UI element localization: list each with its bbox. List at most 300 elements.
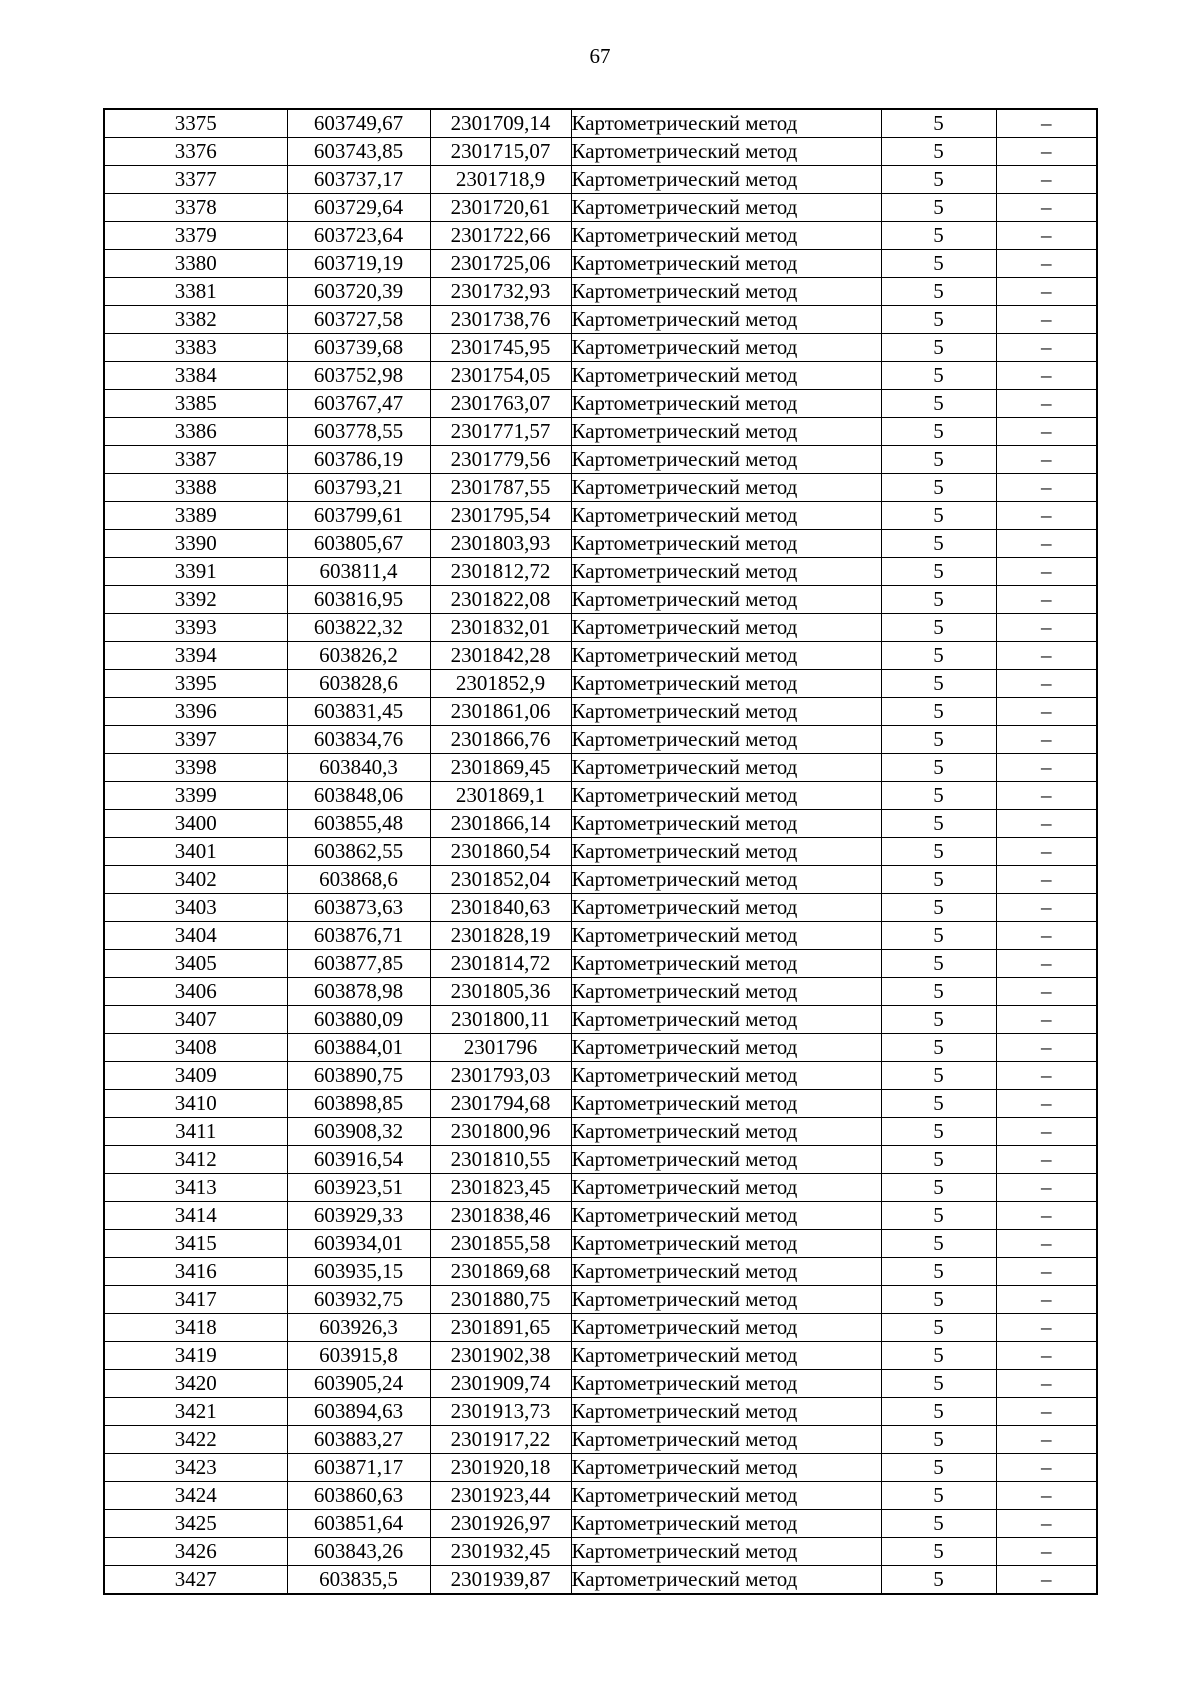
point-number-cell: 3396 [104,698,287,726]
accuracy-cell: 5 [881,109,996,138]
table-row [104,1566,1097,1595]
point-number-cell: 3407 [104,1006,287,1034]
method-cell: Картометрический метод [571,642,881,670]
x-coordinate-cell: 603793,21 [287,474,430,502]
y-coordinate-cell: 2301932,45 [430,1538,571,1566]
note-cell: – [996,838,1097,866]
note-cell: – [996,782,1097,810]
y-coordinate-cell: 2301771,57 [430,418,571,446]
method-cell: Картометрический метод [571,1398,881,1426]
x-coordinate-cell: 603720,39 [287,278,430,306]
x-coordinate-cell: 603905,24 [287,1370,430,1398]
table-row [104,1538,1097,1566]
point-number-cell: 3388 [104,474,287,502]
note-cell: – [996,1258,1097,1286]
note-cell: – [996,474,1097,502]
note-cell: – [996,614,1097,642]
x-coordinate-cell: 603877,85 [287,950,430,978]
x-coordinate-cell: 603932,75 [287,1286,430,1314]
point-number-cell: 3427 [104,1566,287,1595]
method-cell: Картометрический метод [571,362,881,390]
x-coordinate-cell: 603811,4 [287,558,430,586]
accuracy-cell: 5 [881,922,996,950]
x-coordinate-cell: 603855,48 [287,810,430,838]
note-cell: – [996,642,1097,670]
point-number-cell: 3380 [104,250,287,278]
x-coordinate-cell: 603871,17 [287,1454,430,1482]
accuracy-cell: 5 [881,1398,996,1426]
x-coordinate-cell: 603743,85 [287,138,430,166]
x-coordinate-cell: 603786,19 [287,446,430,474]
x-coordinate-cell: 603822,32 [287,614,430,642]
note-cell: – [996,670,1097,698]
y-coordinate-cell: 2301800,11 [430,1006,571,1034]
y-coordinate-cell: 2301718,9 [430,166,571,194]
method-cell: Картометрический метод [571,1146,881,1174]
note-cell: – [996,1230,1097,1258]
x-coordinate-cell: 603884,01 [287,1034,430,1062]
method-cell: Картометрический метод [571,866,881,894]
table-row [104,1454,1097,1482]
table-row [104,614,1097,642]
point-number-cell: 3420 [104,1370,287,1398]
accuracy-cell: 5 [881,138,996,166]
table-row [104,194,1097,222]
x-coordinate-cell: 603908,32 [287,1118,430,1146]
y-coordinate-cell: 2301810,55 [430,1146,571,1174]
x-coordinate-cell: 603868,6 [287,866,430,894]
note-cell: – [996,586,1097,614]
method-cell: Картометрический метод [571,950,881,978]
method-cell: Картометрический метод [571,166,881,194]
accuracy-cell: 5 [881,698,996,726]
method-cell: Картометрический метод [571,754,881,782]
method-cell: Картометрический метод [571,1454,881,1482]
point-number-cell: 3424 [104,1482,287,1510]
point-number-cell: 3391 [104,558,287,586]
accuracy-cell: 5 [881,1370,996,1398]
accuracy-cell: 5 [881,362,996,390]
note-cell: – [996,1090,1097,1118]
accuracy-cell: 5 [881,250,996,278]
point-number-cell: 3397 [104,726,287,754]
accuracy-cell: 5 [881,1034,996,1062]
point-number-cell: 3412 [104,1146,287,1174]
method-cell: Картометрический метод [571,1370,881,1398]
method-cell: Картометрический метод [571,922,881,950]
method-cell: Картометрический метод [571,614,881,642]
accuracy-cell: 5 [881,1538,996,1566]
y-coordinate-cell: 2301738,76 [430,306,571,334]
point-number-cell: 3419 [104,1342,287,1370]
x-coordinate-cell: 603915,8 [287,1342,430,1370]
table-row [104,1006,1097,1034]
accuracy-cell: 5 [881,894,996,922]
note-cell: – [996,390,1097,418]
point-number-cell: 3377 [104,166,287,194]
x-coordinate-cell: 603840,3 [287,754,430,782]
note-cell: – [996,530,1097,558]
x-coordinate-cell: 603831,45 [287,698,430,726]
accuracy-cell: 5 [881,1314,996,1342]
note-cell: – [996,950,1097,978]
note-cell: – [996,1034,1097,1062]
y-coordinate-cell: 2301832,01 [430,614,571,642]
table-row [104,1034,1097,1062]
y-coordinate-cell: 2301814,72 [430,950,571,978]
x-coordinate-cell: 603916,54 [287,1146,430,1174]
y-coordinate-cell: 2301822,08 [430,586,571,614]
note-cell: – [996,1314,1097,1342]
y-coordinate-cell: 2301754,05 [430,362,571,390]
table-row [104,866,1097,894]
point-number-cell: 3410 [104,1090,287,1118]
y-coordinate-cell: 2301779,56 [430,446,571,474]
y-coordinate-cell: 2301861,06 [430,698,571,726]
method-cell: Картометрический метод [571,1286,881,1314]
note-cell: – [996,1510,1097,1538]
table-row [104,978,1097,1006]
y-coordinate-cell: 2301725,06 [430,250,571,278]
note-cell: – [996,306,1097,334]
x-coordinate-cell: 603880,09 [287,1006,430,1034]
note-cell: – [996,810,1097,838]
note-cell: – [996,1398,1097,1426]
accuracy-cell: 5 [881,754,996,782]
x-coordinate-cell: 603826,2 [287,642,430,670]
method-cell: Картометрический метод [571,1118,881,1146]
x-coordinate-cell: 603894,63 [287,1398,430,1426]
table-row [104,950,1097,978]
point-number-cell: 3375 [104,109,287,138]
point-number-cell: 3402 [104,866,287,894]
accuracy-cell: 5 [881,1118,996,1146]
method-cell: Картометрический метод [571,1426,881,1454]
point-number-cell: 3417 [104,1286,287,1314]
method-cell: Картометрический метод [571,1510,881,1538]
method-cell: Картометрический метод [571,1062,881,1090]
note-cell: – [996,1454,1097,1482]
y-coordinate-cell: 2301917,22 [430,1426,571,1454]
point-number-cell: 3408 [104,1034,287,1062]
note-cell: – [996,502,1097,530]
table-row [104,334,1097,362]
x-coordinate-cell: 603848,06 [287,782,430,810]
method-cell: Картометрический метод [571,1090,881,1118]
point-number-cell: 3394 [104,642,287,670]
method-cell: Картометрический метод [571,558,881,586]
point-number-cell: 3409 [104,1062,287,1090]
point-number-cell: 3426 [104,1538,287,1566]
note-cell: – [996,754,1097,782]
method-cell: Картометрический метод [571,1538,881,1566]
method-cell: Картометрический метод [571,1342,881,1370]
accuracy-cell: 5 [881,1174,996,1202]
y-coordinate-cell: 2301855,58 [430,1230,571,1258]
y-coordinate-cell: 2301795,54 [430,502,571,530]
y-coordinate-cell: 2301939,87 [430,1566,571,1595]
accuracy-cell: 5 [881,726,996,754]
method-cell: Картометрический метод [571,418,881,446]
point-number-cell: 3416 [104,1258,287,1286]
point-number-cell: 3384 [104,362,287,390]
x-coordinate-cell: 603767,47 [287,390,430,418]
method-cell: Картометрический метод [571,222,881,250]
point-number-cell: 3411 [104,1118,287,1146]
table-row [104,530,1097,558]
x-coordinate-cell: 603929,33 [287,1202,430,1230]
x-coordinate-cell: 603828,6 [287,670,430,698]
method-cell: Картометрический метод [571,138,881,166]
table-row [104,362,1097,390]
accuracy-cell: 5 [881,1202,996,1230]
point-number-cell: 3385 [104,390,287,418]
note-cell: – [996,1118,1097,1146]
point-number-cell: 3401 [104,838,287,866]
point-number-cell: 3383 [104,334,287,362]
x-coordinate-cell: 603749,67 [287,109,430,138]
coordinates-table-body [104,109,1097,1594]
table-row [104,1174,1097,1202]
y-coordinate-cell: 2301891,65 [430,1314,571,1342]
accuracy-cell: 5 [881,1006,996,1034]
y-coordinate-cell: 2301880,75 [430,1286,571,1314]
x-coordinate-cell: 603851,64 [287,1510,430,1538]
accuracy-cell: 5 [881,502,996,530]
y-coordinate-cell: 2301745,95 [430,334,571,362]
accuracy-cell: 5 [881,1566,996,1595]
table-row [104,1314,1097,1342]
table-row [104,1146,1097,1174]
table-row [104,1090,1097,1118]
table-row [104,138,1097,166]
table-row [104,306,1097,334]
accuracy-cell: 5 [881,1146,996,1174]
x-coordinate-cell: 603816,95 [287,586,430,614]
table-row [104,838,1097,866]
method-cell: Картометрический метод [571,474,881,502]
accuracy-cell: 5 [881,838,996,866]
y-coordinate-cell: 2301852,04 [430,866,571,894]
x-coordinate-cell: 603862,55 [287,838,430,866]
point-number-cell: 3425 [104,1510,287,1538]
method-cell: Картометрический метод [571,530,881,558]
x-coordinate-cell: 603935,15 [287,1258,430,1286]
table-row [104,446,1097,474]
table-row [104,418,1097,446]
method-cell: Картометрический метод [571,194,881,222]
point-number-cell: 3421 [104,1398,287,1426]
point-number-cell: 3393 [104,614,287,642]
table-row [104,250,1097,278]
point-number-cell: 3415 [104,1230,287,1258]
table-row [104,754,1097,782]
point-number-cell: 3422 [104,1426,287,1454]
y-coordinate-cell: 2301860,54 [430,838,571,866]
x-coordinate-cell: 603719,19 [287,250,430,278]
table-row [104,1342,1097,1370]
accuracy-cell: 5 [881,1342,996,1370]
note-cell: – [996,1202,1097,1230]
accuracy-cell: 5 [881,670,996,698]
point-number-cell: 3392 [104,586,287,614]
x-coordinate-cell: 603778,55 [287,418,430,446]
note-cell: – [996,1146,1097,1174]
table-row [104,1510,1097,1538]
y-coordinate-cell: 2301909,74 [430,1370,571,1398]
method-cell: Картометрический метод [571,810,881,838]
table-row [104,670,1097,698]
table-row [104,474,1097,502]
note-cell: – [996,1426,1097,1454]
x-coordinate-cell: 603805,67 [287,530,430,558]
note-cell: – [996,558,1097,586]
x-coordinate-cell: 603883,27 [287,1426,430,1454]
table-row [104,1202,1097,1230]
y-coordinate-cell: 2301823,45 [430,1174,571,1202]
accuracy-cell: 5 [881,1454,996,1482]
accuracy-cell: 5 [881,866,996,894]
y-coordinate-cell: 2301732,93 [430,278,571,306]
y-coordinate-cell: 2301923,44 [430,1482,571,1510]
y-coordinate-cell: 2301763,07 [430,390,571,418]
note-cell: – [996,978,1097,1006]
y-coordinate-cell: 2301902,38 [430,1342,571,1370]
note-cell: – [996,1286,1097,1314]
note-cell: – [996,222,1097,250]
accuracy-cell: 5 [881,1510,996,1538]
x-coordinate-cell: 603834,76 [287,726,430,754]
accuracy-cell: 5 [881,558,996,586]
table-row [104,1118,1097,1146]
x-coordinate-cell: 603843,26 [287,1538,430,1566]
point-number-cell: 3390 [104,530,287,558]
y-coordinate-cell: 2301793,03 [430,1062,571,1090]
table-row [104,222,1097,250]
coordinates-table [103,108,1098,1595]
table-row [104,922,1097,950]
table-row [104,109,1097,138]
method-cell: Картометрический метод [571,1482,881,1510]
x-coordinate-cell: 603799,61 [287,502,430,530]
method-cell: Картометрический метод [571,250,881,278]
table-row [104,698,1097,726]
table-row [104,1230,1097,1258]
x-coordinate-cell: 603860,63 [287,1482,430,1510]
note-cell: – [996,894,1097,922]
point-number-cell: 3387 [104,446,287,474]
note-cell: – [996,166,1097,194]
point-number-cell: 3399 [104,782,287,810]
method-cell: Картометрический метод [571,670,881,698]
note-cell: – [996,1538,1097,1566]
accuracy-cell: 5 [881,446,996,474]
method-cell: Картометрический метод [571,894,881,922]
y-coordinate-cell: 2301869,1 [430,782,571,810]
accuracy-cell: 5 [881,1286,996,1314]
y-coordinate-cell: 2301869,68 [430,1258,571,1286]
y-coordinate-cell: 2301800,96 [430,1118,571,1146]
point-number-cell: 3400 [104,810,287,838]
accuracy-cell: 5 [881,1230,996,1258]
accuracy-cell: 5 [881,194,996,222]
note-cell: – [996,726,1097,754]
point-number-cell: 3418 [104,1314,287,1342]
table-row [104,810,1097,838]
note-cell: – [996,1342,1097,1370]
accuracy-cell: 5 [881,810,996,838]
method-cell: Картометрический метод [571,334,881,362]
method-cell: Картометрический метод [571,109,881,138]
y-coordinate-cell: 2301869,45 [430,754,571,782]
table-row [104,390,1097,418]
y-coordinate-cell: 2301715,07 [430,138,571,166]
x-coordinate-cell: 603737,17 [287,166,430,194]
x-coordinate-cell: 603739,68 [287,334,430,362]
point-number-cell: 3414 [104,1202,287,1230]
y-coordinate-cell: 2301720,61 [430,194,571,222]
x-coordinate-cell: 603752,98 [287,362,430,390]
method-cell: Картометрический метод [571,502,881,530]
table-row [104,1426,1097,1454]
method-cell: Картометрический метод [571,586,881,614]
note-cell: – [996,1062,1097,1090]
accuracy-cell: 5 [881,1258,996,1286]
method-cell: Картометрический метод [571,1174,881,1202]
method-cell: Картометрический метод [571,1202,881,1230]
point-number-cell: 3406 [104,978,287,1006]
point-number-cell: 3423 [104,1454,287,1482]
method-cell: Картометрический метод [571,446,881,474]
method-cell: Картометрический метод [571,1566,881,1595]
accuracy-cell: 5 [881,278,996,306]
y-coordinate-cell: 2301866,76 [430,726,571,754]
note-cell: – [996,446,1097,474]
accuracy-cell: 5 [881,1062,996,1090]
x-coordinate-cell: 603723,64 [287,222,430,250]
point-number-cell: 3386 [104,418,287,446]
note-cell: – [996,109,1097,138]
y-coordinate-cell: 2301913,73 [430,1398,571,1426]
x-coordinate-cell: 603729,64 [287,194,430,222]
y-coordinate-cell: 2301920,18 [430,1454,571,1482]
accuracy-cell: 5 [881,1090,996,1118]
point-number-cell: 3379 [104,222,287,250]
note-cell: – [996,194,1097,222]
x-coordinate-cell: 603898,85 [287,1090,430,1118]
table-row [104,642,1097,670]
note-cell: – [996,1482,1097,1510]
accuracy-cell: 5 [881,1426,996,1454]
method-cell: Картометрический метод [571,1230,881,1258]
y-coordinate-cell: 2301812,72 [430,558,571,586]
table-row [104,894,1097,922]
accuracy-cell: 5 [881,642,996,670]
accuracy-cell: 5 [881,334,996,362]
table-row [104,1062,1097,1090]
accuracy-cell: 5 [881,978,996,1006]
y-coordinate-cell: 2301842,28 [430,642,571,670]
accuracy-cell: 5 [881,474,996,502]
y-coordinate-cell: 2301838,46 [430,1202,571,1230]
method-cell: Картометрический метод [571,306,881,334]
y-coordinate-cell: 2301803,93 [430,530,571,558]
y-coordinate-cell: 2301709,14 [430,109,571,138]
accuracy-cell: 5 [881,222,996,250]
method-cell: Картометрический метод [571,1258,881,1286]
y-coordinate-cell: 2301866,14 [430,810,571,838]
note-cell: – [996,922,1097,950]
